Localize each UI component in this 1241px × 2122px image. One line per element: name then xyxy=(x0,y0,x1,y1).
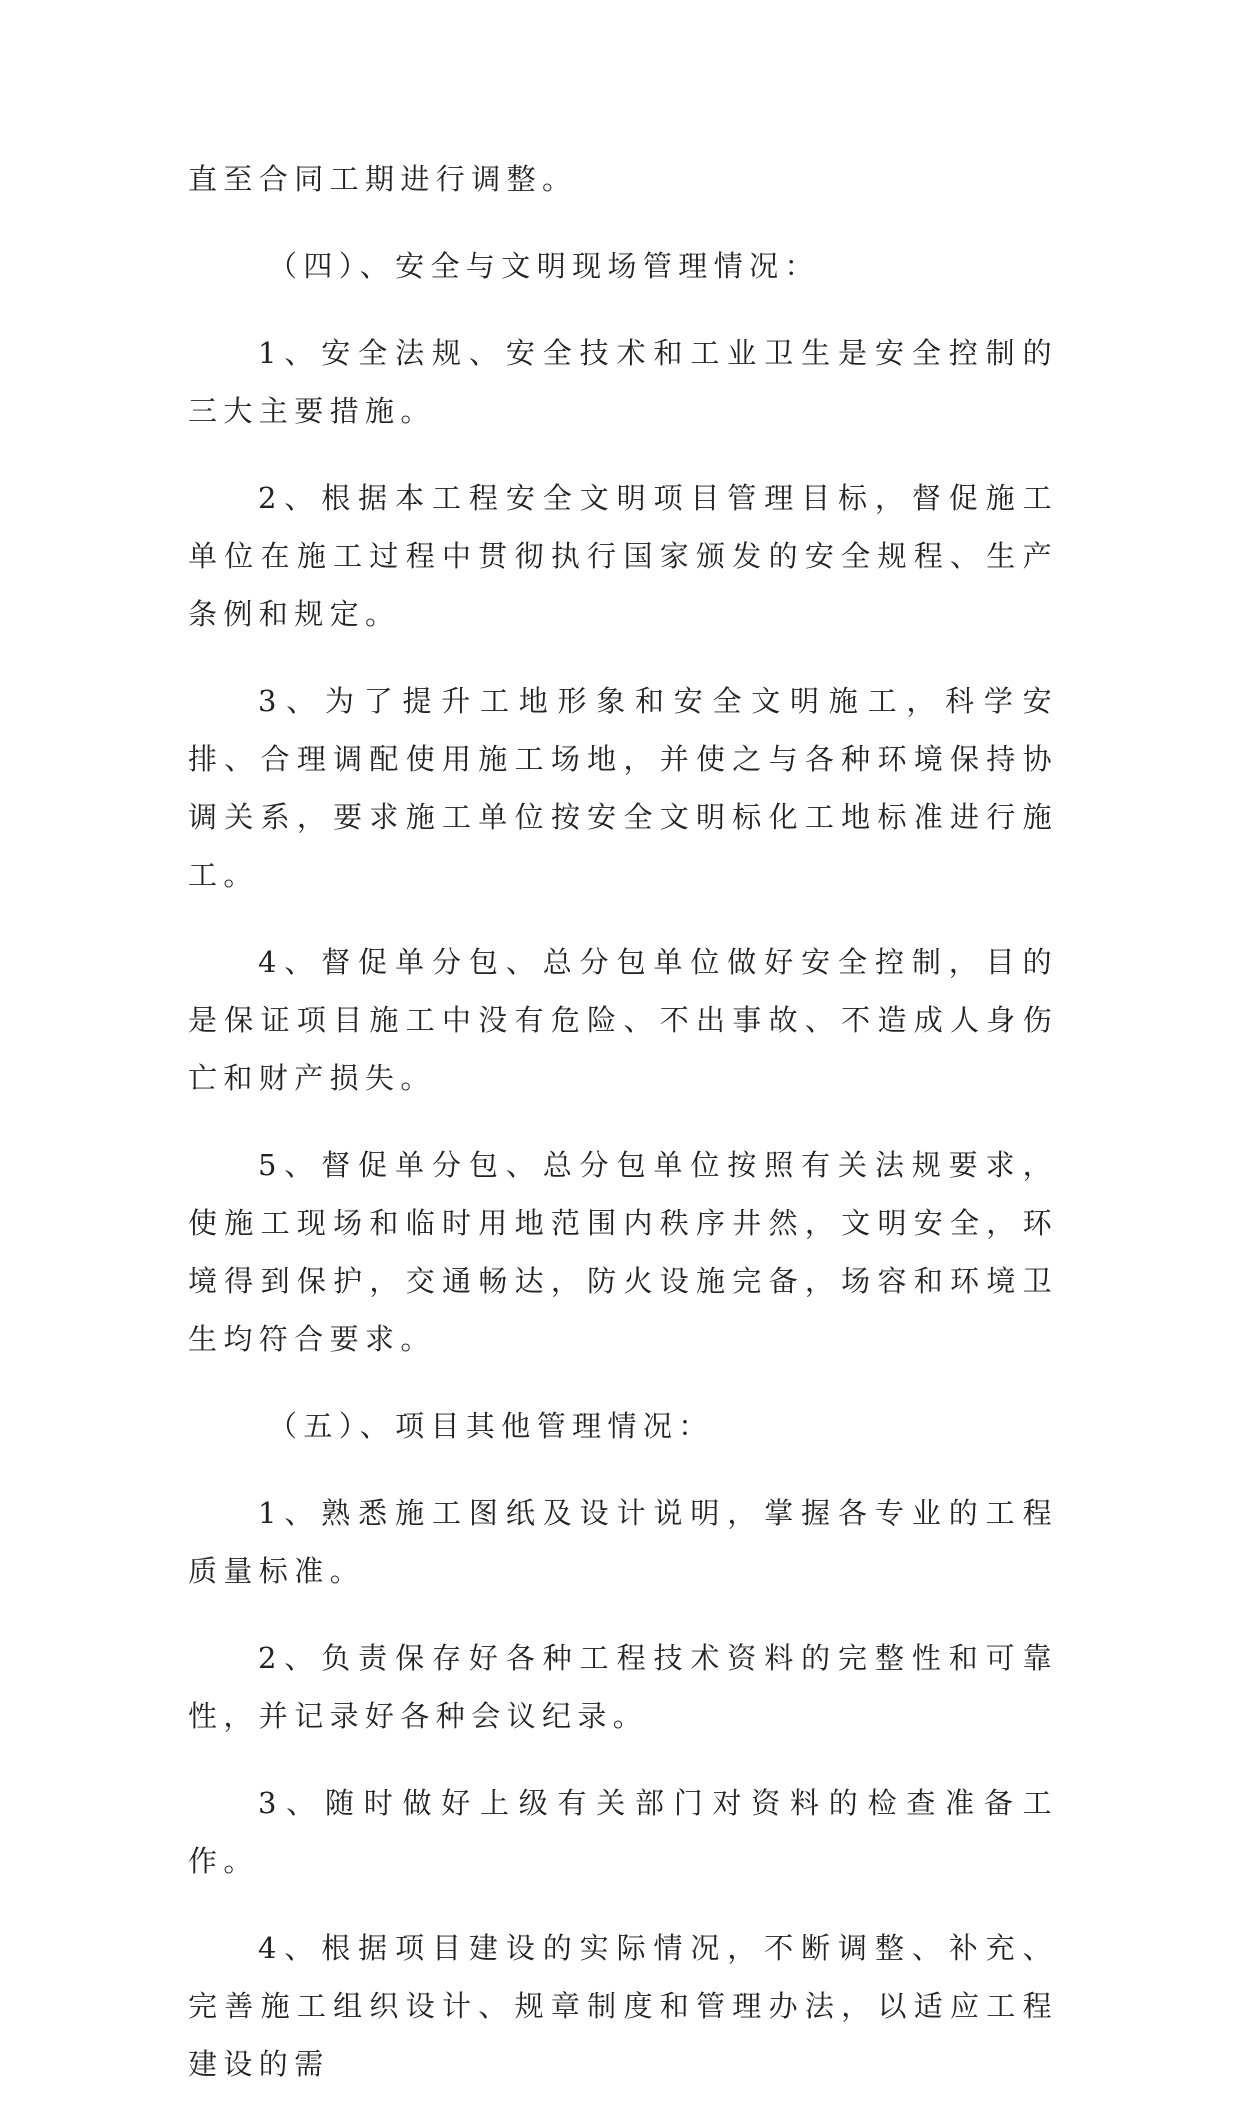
paragraph-safety-3: 3、为了提升工地形象和安全文明施工，科学安排、合理调配使用施工场地，并使之与各种环境保持协调关系，要求施工单位按安全文明标化工地标准进行施工。 xyxy=(188,684,1058,892)
section-heading-other: （五）、项目其他管理情况： xyxy=(268,1409,714,1443)
paragraph-other-1: 1、熟悉施工图纸及设计说明，掌握各专业的工程质量标准。 xyxy=(188,1496,1058,1588)
paragraph-safety-2: 2、根据本工程安全文明项目管理目标，督促施工单位在施工过程中贯彻执行国家颁发的安全规程、生产条例和规定。 xyxy=(188,481,1058,631)
paragraph-other-2: 2、负责保存好各种工程技术资料的完整性和可靠性，并记录好各种会议纪录。 xyxy=(188,1641,1058,1733)
section-heading-safety: （四）、安全与文明现场管理情况： xyxy=(268,249,820,283)
paragraph-safety-1: 1、安全法规、安全技术和工业卫生是安全控制的三大主要措施。 xyxy=(188,336,1058,428)
paragraph-safety-4: 4、督促单分包、总分包单位做好安全控制，目的是保证项目施工中没有危险、不出事故、不造成人身伤亡和财产损失。 xyxy=(188,945,1058,1095)
paragraph-other-3: 3、随时做好上级有关部门对资料的检查准备工作。 xyxy=(188,1786,1058,1878)
document-body xyxy=(188,150,1058,2122)
paragraph-continuation: 直至合同工期进行调整。 xyxy=(188,162,578,196)
paragraph-other-4: 4、根据项目建设的实际情况，不断调整、补充、完善施工组织设计、规章制度和管理办法，以适应工程建设的需 xyxy=(188,1931,1058,2081)
paragraph-safety-5: 5、督促单分包、总分包单位按照有关法规要求，使施工现场和临时用地范围内秩序井然，文明安全，环境得到保护，交通畅达，防火设施完备，场容和环境卫生均符合要求。 xyxy=(188,1148,1058,1356)
